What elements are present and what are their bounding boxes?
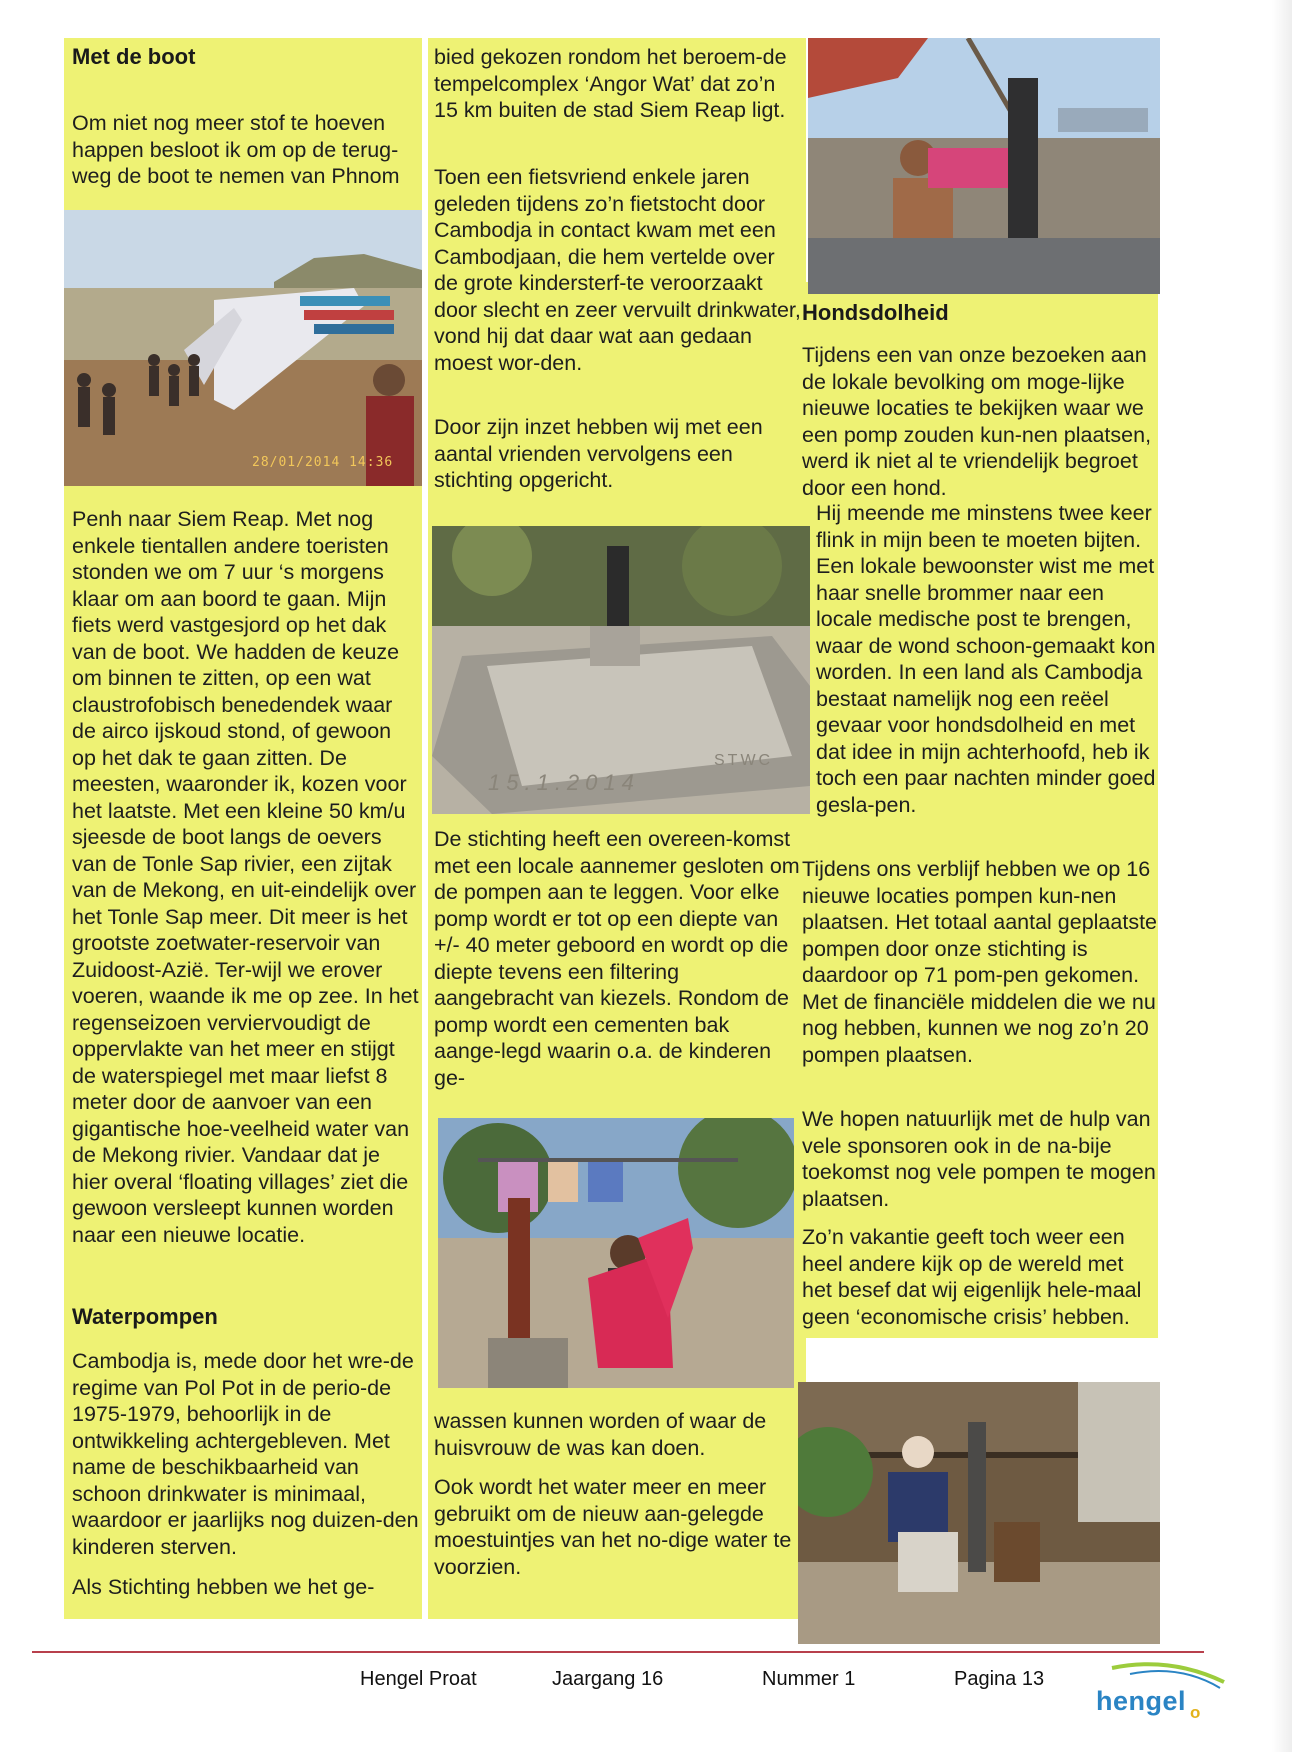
footer-magazine-name: Hengel Proat [360,1668,477,1690]
stichting-paragraph-start: Als Stichting hebben we het ge- [72,1575,375,1599]
hengelo-logo-o: o [1190,1703,1201,1722]
heading-met-de-boot: Met de boot [72,44,196,69]
sponsoren-paragraph: We hopen natuurlijk met de hulp van vele sponsoren ook in de na-bije toekomst nog vele pompen te mogen plaatsen. [802,1107,1156,1211]
photo-concrete-sign-text: STWC [714,752,774,769]
footer-page-number: Pagina 13 [954,1668,1045,1690]
hond-paragraph-continued: Hij meende me minstens twee keer flink in mijn been te moeten bijten. Een lokale bewoonster wist me met haar snelle brommer naar een locale medische post te brengen, waar de wond schoon-gemaakt kon worden. In een land als Cambodja bestaat namelijk nog een reëel gevaar voor hondsdolheid en met dat idee in mijn achterhoofd, heb ik toch een paar nachten minder goed gesla-pen. [816,501,1156,817]
moestuintjes-paragraph: Ook wordt het water meer en meer gebruikt om de nieuw aan-gelegde moestuintjes van het no-dige water te voorzien. [434,1475,792,1579]
hengelo-logo-text: hengel [1096,1686,1187,1716]
wassen-paragraph: wassen kunnen worden of waar de huisvrouw de was kan doen. [434,1409,767,1460]
aannemer-paragraph: De stichting heeft een overeen-komst met een locale aannemer gesloten om de pompen aan te leggen. Voor elke pomp wordt er tot op een diepte van +/- 40 meter geboord en wordt op die diepte tevens een filtering aangebracht van kiezels. Rondom de pomp wordt een cementen bak aange-legd waarin o.a. de kinderen ge- [434,827,800,1090]
photo-woman-at-pump [438,1118,794,1388]
hond-paragraph-start: Tijdens een van onze bezoeken aan de lokale bevolking om moge-lijke nieuwe locaties te bekijken waar we een pomp zouden kun-nen plaatsen, werd ik niet al te vriendelijk begroet door een hond. [802,343,1152,500]
waterpompen-paragraph: Cambodja is, mede door het wre-de regime van Pol Pot in de perio-de 1975-1979, behoorlijk in de ontwikkeling achtergebleven. Met name de beschikbaarheid van schoon drinkwater is minimaal, waardoor er jaarlijks nog duizen-den kinderen sterven. [72,1349,419,1559]
footer-divider [32,1651,1204,1653]
photo-boat-passengers [64,210,422,486]
verblijf-paragraph: Tijdens ons verblijf hebben we op 16 nieuwe locaties pompen kun-nen plaatsen. Het totaal aantal geplaatste pompen door onze stichting is daardoor op 71 pom-pen gekomen. Met de financiële middelen die we nu nog hebben, kunnen we nog zo’n 20 pompen plaatsen. [802,857,1158,1067]
footer-volume: Jaargang 16 [552,1668,664,1690]
heading-waterpompen: Waterpompen [72,1304,218,1329]
angkor-paragraph: bied gekozen rondom het beroem-de tempelcomplex ‘Angor Wat’ dat zo’n 15 km buiten de stad Siem Reap ligt. [434,45,787,122]
photo-concrete-date-text: 15.1.2014 [488,770,640,795]
photo-man-at-pump [798,1382,1160,1644]
scan-edge-shadow [1272,0,1292,1752]
photo-child-at-pump [808,38,1160,294]
photo-boat-datestamp: 28/01/2014 14:36 [252,455,394,470]
vakantie-paragraph: Zo’n vakantie geeft toch weer een heel andere kijk op de wereld met het besef dat wij eigenlijk hele-maal geen ‘economische crisis’ hebben. [802,1225,1142,1329]
footer-issue-number: Nummer 1 [762,1668,856,1690]
heading-hondsdolheid: Hondsdolheid [802,300,949,325]
intro-paragraph: Om niet nog meer stof te hoeven happen besloot ik om op de terug-weg de boot te nemen van Phnom [72,111,400,188]
fietsvriend-paragraph: Toen een fietsvriend enkele jaren geleden tijdens zo’n fietstocht door Cambodja in contact kwam met een Cambodjaan, die hem vertelde over de grote kindersterf-te veroorzaakt door slecht en zeer vervuilt drinkwater, vond hij dat daar wat aan gedaan moest wor-den. [434,165,801,375]
inzet-paragraph: Door zijn inzet hebben wij met een aantal vrienden vervolgens een stichting opgericht. [434,415,763,492]
boat-story-paragraph: Penh naar Siem Reap. Met nog enkele tientallen andere toeristen stonden we om 7 uur ‘s morgens klaar om aan boord te gaan. Mijn fiets werd vastgesjord op het dak van de boot. We hadden de keuze om binnen te zitten, op een wat claustrofobisch benedendek waar de airco ijskoud stond, of gewoon op het dak te gaan zitten. De meesten, waaronder ik, kozen voor het laatste. Met een kleine 50 km/u sjeesde de boot langs de oevers van de Tonle Sap rivier, een zijtak van de Mekong, en uit-eindelijk over het Tonle Sap meer. Dit meer is het grootste zoetwater-reservoir van Zuidoost-Azië. Ter-wijl we erover voeren, waande ik me op zee. In het regenseizoen verviervoudigt de oppervlakte van het meer en stijgt de waterspiegel met maar liefst 8 meter door de aanvoer van een gigantische hoe-veelheid water van de Mekong rivier. Vandaar dat je hier overal ‘floating villages’ ziet die gewoon versleept kunnen worden naar een nieuwe locatie. [72,507,419,1247]
